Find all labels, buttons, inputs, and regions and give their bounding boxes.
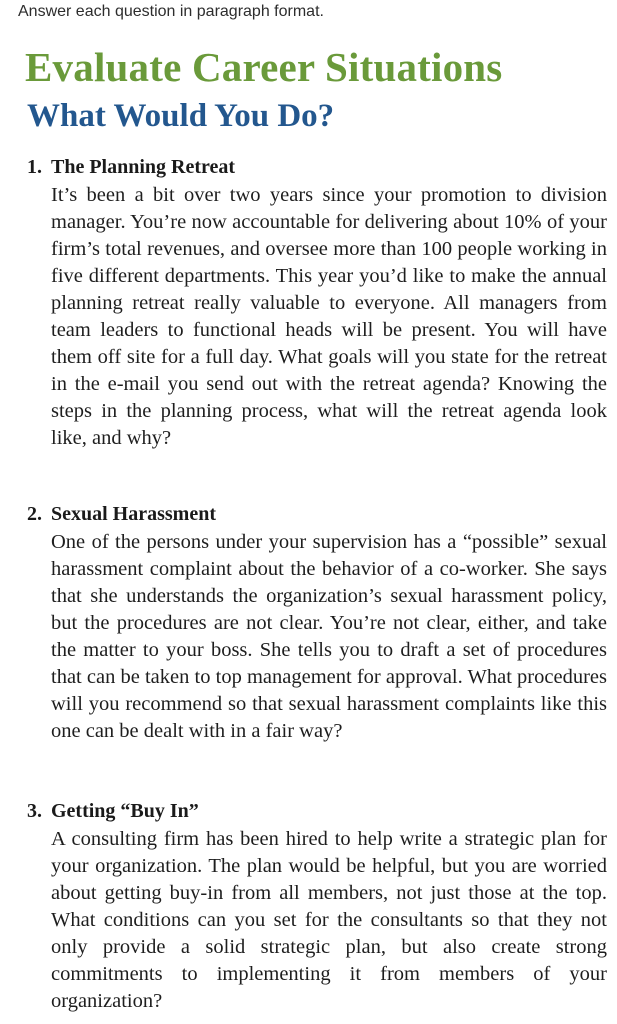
- instruction-text: Answer each question in paragraph format.: [18, 3, 324, 20]
- question-number: 1.: [27, 156, 42, 178]
- question-title: Sexual Harassment: [51, 503, 216, 525]
- page-title: Evaluate Career Situations: [25, 44, 503, 90]
- question-number: 2.: [27, 503, 42, 525]
- question-item-sexual-harassment: [27, 501, 607, 745]
- question-body: It’s been a bit over two years since your promotion to division manager. You’re now accountable for delivering about 10% of your firm’s total revenues, and oversee more than 100 people working in five different departments. This year you’d like to make the annual planning retreat really valuable to everyone. All managers from team leaders to functional heads will be present. You will have them off site for a full day. What goals will you state for the retreat in the e-mail you send out with the retreat agenda? Knowing the steps in the planning process, what will the retreat agenda look like, and why?: [51, 184, 607, 449]
- question-heading: [27, 154, 607, 180]
- question-item-planning-retreat: [27, 154, 607, 452]
- document-page: [0, 32, 617, 1024]
- question-body: One of the persons under your supervision has a “possible” sexual harassment complaint about the behavior of a co-worker. She says that she understands the organization’s sexual harassment policy, but the procedures are not clear. You’re not clear, either, and take the matter to your boss. She tells you to draft a set of procedures that can be taken to top management for approval. What procedures will you recommend so that sexual harassment complaints like this one can be dealt with in a fair way?: [51, 531, 607, 742]
- question-number: 3.: [27, 800, 42, 822]
- question-title: Getting “Buy In”: [51, 800, 199, 822]
- page-subtitle: What Would You Do?: [27, 98, 335, 134]
- question-heading: [27, 501, 607, 527]
- question-item-getting-buy-in: [27, 798, 607, 1015]
- question-title: The Planning Retreat: [51, 156, 236, 178]
- question-heading: [27, 798, 607, 824]
- question-body: A consulting firm has been hired to help write a strategic plan for your organization. The plan would be helpful, but you are worried about getting buy-in from all members, not just those at the top. What conditions can you set for the consultants so that they not only provide a solid strategic plan, but also create strong commitments to implementing it from members of your organization?: [51, 828, 607, 1012]
